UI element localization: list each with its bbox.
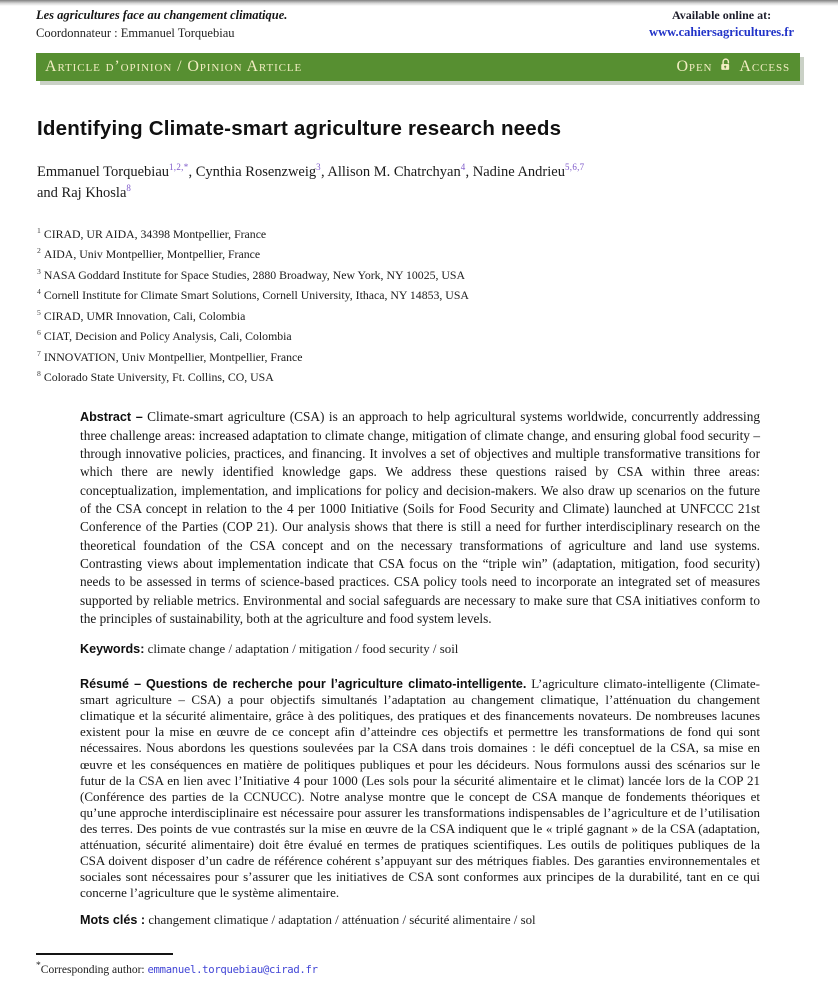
journal-url-link[interactable]: www.cahiersagricultures.fr <box>649 25 794 39</box>
mots-cles-text: changement climatique / adaptation / atténuation / sécurité alimentaire / sol <box>148 912 536 927</box>
affiliation-item: $^8$ Colorado State University, Ft. Collins, CO, USA <box>37 369 274 385</box>
mots-cles-line <box>80 913 760 928</box>
authors-line <box>37 161 778 204</box>
article-title: Identifying Climate-smart agriculture research needs <box>37 117 562 140</box>
affiliation-item: $^4$ Cornell Institute for Climate Smart Solutions, Cornell University, Ithaca, NY 14853, USA <box>37 287 469 303</box>
series-title: Les agricultures face au changement climatique. <box>36 8 288 22</box>
keywords-text: climate change / adaptation / mitigation / food security / soil <box>147 641 459 656</box>
author: and Raj Khosla$^8$ <box>37 183 132 202</box>
abstract-paragraph <box>80 408 760 628</box>
keywords-label: Keywords: <box>80 641 145 656</box>
corresponding-author-footnote <box>36 953 318 976</box>
resume-label: Résumé – <box>80 676 142 691</box>
affiliation-item: $^3$ NASA Goddard Institute for Space Studies, 2880 Broadway, New York, NY 10025, USA <box>37 266 465 282</box>
author: Emmanuel Torquebiau$^{1,2,*}$, <box>37 162 193 180</box>
article-type-label: Article d’opinion / Opinion Article <box>45 58 303 75</box>
open-lock-icon <box>718 57 733 77</box>
author-affiliation-superscript[interactable]: 5,6,7 <box>564 162 585 172</box>
series-block <box>36 8 287 41</box>
journal-header <box>0 0 838 41</box>
keywords-line <box>80 642 760 657</box>
page-top-shadow <box>0 0 838 6</box>
corresponding-author-email-link[interactable]: emmanuel.torquebiau@cirad.fr <box>147 963 318 976</box>
footnote-divider <box>36 953 173 955</box>
mots-cles-label: Mots clés : <box>80 912 146 927</box>
affiliation-item: $^5$ CIRAD, UMR Innovation, Cali, Colombia <box>37 307 246 323</box>
resume-heading: Questions de recherche pour l’agriculture climato-intelligente. <box>146 676 527 691</box>
resume-text: L’agriculture climato-intelligente (Climate-smart agriculture – CSA) a pour objectifs simultanés l’adaptation au changement climatique, l’atténuation du changement climatique et la sécurité alimentaire, grâce à des politiques, des pratiques et des financements novateurs. De nombreuses lacunes existent pour la mise en œuvre de ce concept afin d’atteindre ces objectifs et permettre les transformations de fond qui sont nécessaires. Nous abordons les questions soulevées par la CSA dans trois domaines : le défi conceptuel de la CSA, sa mise en œuvre et les conséquences en matière de politiques publiques et pour les décideurs. Nous formulons aussi des scénarios sur le futur de la CSA en lien avec l’Initiative 4 pour 1000 (Les sols pour la sécurité alimentaire et le climat) lancée lors de la COP 21 (Conférence des parties de la CCNUCC). Notre analyse montre que le concept de CSA manque de fondements théoriques et qu’une approche interdisciplinaire est nécessaire pour assurer les transformations indispensables de l’agriculture et de l’utilisation des terres. Des points de vue contrastés sur la mise en œuvre de la CSA indiquent que le « triplé gagnant » de la CSA (adaptation, atténuation, sécurité alimentaire) doit être évalué en termes de pratiques scientifiques. Les outils de politiques publiques de la CSA doivent disposer d’un cadre de référence cohérent s’appuyant sur des métriques fiables. Des garanties environnementales et sociales sont nécessaires pour s’assurer que les initiatives de CSA sont conformes aux principes de la durabilité, tant en ce qui concerne l’agriculture que le système alimentaire. <box>80 675 760 901</box>
author: Allison M. Chatrchyan$^4$, <box>327 162 470 180</box>
author: Cynthia Rosenzweig$^3$, <box>195 162 325 180</box>
affiliations-list <box>37 226 800 386</box>
author: Nadine Andrieu$^{5,6,7}$ <box>472 162 585 180</box>
series-coordinator: Coordonnateur : Emmanuel Torquebiau <box>36 26 235 40</box>
resume-paragraph <box>80 676 760 902</box>
abstract-text: Climate-smart agriculture (CSA) is an approach to help agricultural systems worldwide, concurrently addressing three challenge areas: increased adaptation to climate change, mitigation of climate change, and ensuring global food security – through innovative policies, practices, and financing. It involves a set of objectives and multiple transformative transitions for which there are newly identified knowledge gaps. We address these questions raised by CSA within three areas: conceptualization, implementation, and implications for policy and decision-makers. We also draw up scenarios on the future of the CSA concept in relation to the 4 per 1000 Initiative (Soils for Food Security and Climate) launched at UNFCCC 21st Conference of the Parties (COP 21). Our analysis shows that there is still a need for further interdisciplinary research on the theoretical foundation of the CSA concept and on the necessary transformations of agriculture and land use systems. Contrasting views about implementation indicate that CSA focus on the “triple win” (adaptation, mitigation, food security) needs to be assessed in terms of science-based practices. CSA policy tools need to incorporate an integrated set of measures supported by reliable metrics. Environmental and social safeguards are necessary to make sure that CSA initiatives conform to the principles of sustainability, both at the agriculture and food system levels. <box>80 409 760 627</box>
open-access-word1: Open <box>676 58 713 75</box>
footnote-text: Corresponding author: <box>40 963 145 976</box>
open-access-word2: Access <box>739 58 790 75</box>
affiliation-item: $^6$ CIAT, Decision and Policy Analysis, Cali, Colombia <box>37 328 292 344</box>
affiliation-item: $^1$ CIRAD, UR AIDA, 34398 Montpellier, France <box>37 225 267 241</box>
author-affiliation-superscript[interactable]: 4 <box>460 162 466 172</box>
affiliation-item: $^2$ AIDA, Univ Montpellier, Montpellier, France <box>37 246 261 262</box>
open-access-badge <box>676 57 790 77</box>
author-affiliation-superscript[interactable]: 1,2,* <box>169 162 189 172</box>
article-type-banner <box>36 53 800 81</box>
available-online-label: Available online at: <box>671 8 772 22</box>
author-affiliation-superscript[interactable]: 3 <box>316 162 321 172</box>
abstract-label: Abstract – <box>80 410 143 425</box>
author-affiliation-superscript[interactable]: 8 <box>126 183 132 194</box>
footnote-marker: * <box>36 960 41 971</box>
affiliation-item: $^7$ INNOVATION, Univ Montpellier, Montpellier, France <box>37 348 303 364</box>
available-online-block <box>649 8 798 41</box>
